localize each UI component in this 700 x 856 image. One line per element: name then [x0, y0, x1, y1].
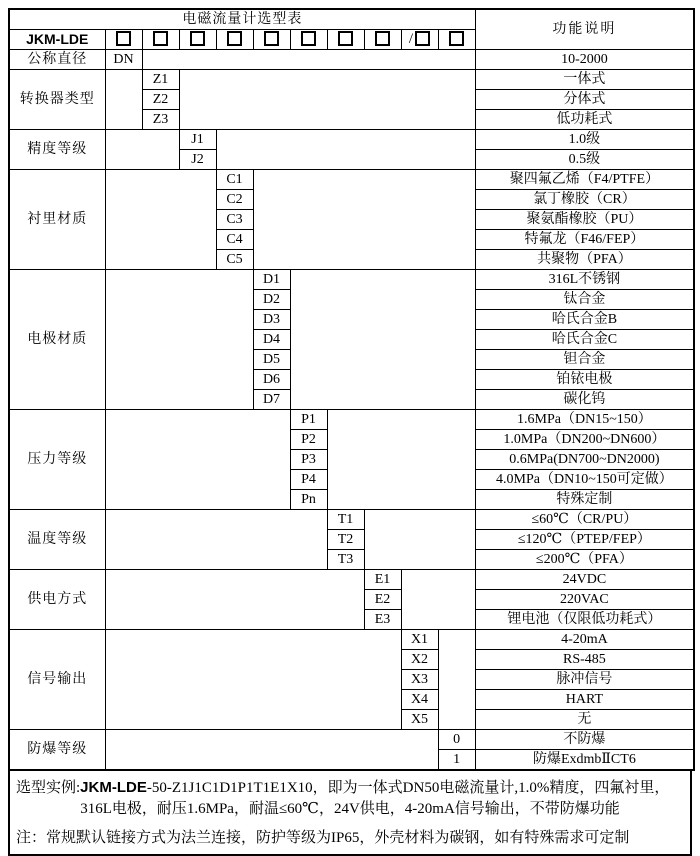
desc-cell: HART	[475, 690, 694, 710]
desc-cell: 10-2000	[475, 50, 694, 70]
desc-cell: 1.0MPa（DN200~DN600）	[475, 430, 694, 450]
code-cell: Z1	[142, 70, 179, 90]
empty-cell	[290, 270, 475, 410]
category-label-converter: 转换器类型	[9, 70, 105, 130]
empty-cell	[438, 630, 475, 730]
desc-cell: 聚四氟乙烯（F4/PTFE）	[475, 170, 694, 190]
code-cell: D3	[253, 310, 290, 330]
code-cell: X5	[401, 710, 438, 730]
empty-cell	[216, 130, 475, 170]
code-cell: X2	[401, 650, 438, 670]
code-cell: X3	[401, 670, 438, 690]
desc-cell: 锂电池（仅限低功耗式）	[475, 610, 694, 630]
code-cell: Z2	[142, 90, 179, 110]
category-label-accuracy: 精度等级	[9, 130, 105, 170]
desc-cell: 低功耗式	[475, 110, 694, 130]
category-label-diameter: 公称直径	[9, 50, 105, 70]
slash-separator: /	[408, 31, 414, 48]
desc-cell: 24VDC	[475, 570, 694, 590]
desc-cell: 聚氨酯橡胶（PU）	[475, 210, 694, 230]
model-box-cell-10	[438, 30, 475, 50]
example-line-1	[14, 777, 686, 799]
category-label-explosion: 防爆等级	[9, 730, 105, 771]
checkbox-icon[interactable]	[227, 31, 242, 46]
desc-cell: ≤120℃（PTEP/FEP）	[475, 530, 694, 550]
code-cell: T3	[327, 550, 364, 570]
empty-cell	[105, 70, 142, 130]
empty-cell	[105, 130, 179, 170]
desc-cell: 钽合金	[475, 350, 694, 370]
model-box-cell-1	[105, 30, 142, 50]
empty-cell	[401, 570, 475, 630]
desc-cell: 钛合金	[475, 290, 694, 310]
code-cell: D6	[253, 370, 290, 390]
model-box-cell-7	[327, 30, 364, 50]
example-line-2: 316L电极，耐压1.6MPa，耐温≤60℃，24V供电，4-20mA信号输出，不带防爆功能	[80, 801, 620, 817]
code-cell: P4	[290, 470, 327, 490]
desc-cell: ≤200℃（PFA）	[475, 550, 694, 570]
checkbox-icon[interactable]	[449, 31, 464, 46]
code-cell: E1	[364, 570, 401, 590]
checkbox-icon[interactable]	[375, 31, 390, 46]
desc-cell: 共聚物（PFA）	[475, 250, 694, 270]
code-cell: X4	[401, 690, 438, 710]
empty-cell	[253, 170, 475, 270]
desc-cell: 特殊定制	[475, 490, 694, 510]
checkbox-icon[interactable]	[264, 31, 279, 46]
model-box-cell-5	[253, 30, 290, 50]
code-cell: D5	[253, 350, 290, 370]
desc-cell: 铂铱电极	[475, 370, 694, 390]
empty-cell	[105, 410, 290, 510]
empty-cell	[327, 410, 475, 510]
note-text: 注：常规默认链接方式为法兰连接，防护等级为IP65，外壳材料为碳钢，如有特殊需求可定制	[16, 830, 630, 846]
code-cell: T1	[327, 510, 364, 530]
code-cell: P2	[290, 430, 327, 450]
desc-cell: 1.6MPa（DN15~150）	[475, 410, 694, 430]
empty-cell	[364, 510, 475, 570]
category-label-temperature: 温度等级	[9, 510, 105, 570]
code-cell: C2	[216, 190, 253, 210]
desc-cell: 0.6MPa(DN700~DN2000)	[475, 450, 694, 470]
desc-cell: 一体式	[475, 70, 694, 90]
code-cell: P1	[290, 410, 327, 430]
checkbox-icon[interactable]	[415, 31, 430, 46]
page-title: 电磁流量计选型表	[9, 9, 475, 30]
code-cell: D2	[253, 290, 290, 310]
desc-cell: 氯丁橡胶（CR）	[475, 190, 694, 210]
code-cell: C1	[216, 170, 253, 190]
empty-cell	[105, 270, 253, 410]
code-cell: D4	[253, 330, 290, 350]
empty-cell	[179, 70, 475, 130]
code-cell: D7	[253, 390, 290, 410]
desc-cell: 特氟龙（F46/FEP）	[475, 230, 694, 250]
desc-cell: 4.0MPa（DN10~150可定做）	[475, 470, 694, 490]
model-box-cell-4	[216, 30, 253, 50]
desc-cell: 哈氏合金C	[475, 330, 694, 350]
code-cell: E3	[364, 610, 401, 630]
function-header: 功能说明	[475, 9, 694, 50]
code-cell: Pn	[290, 490, 327, 510]
desc-cell: 防爆ExdmbⅡCT6	[475, 750, 694, 771]
example-prefix: 选型实例:	[16, 780, 81, 796]
category-label-lining: 衬里材质	[9, 170, 105, 270]
code-cell: Z3	[142, 110, 179, 130]
code-cell: X1	[401, 630, 438, 650]
code-cell: C3	[216, 210, 253, 230]
code-cell: J2	[179, 150, 216, 170]
checkbox-icon[interactable]	[301, 31, 316, 46]
code-cell: E2	[364, 590, 401, 610]
code-cell: C5	[216, 250, 253, 270]
model-box-cell-6	[290, 30, 327, 50]
desc-cell: 不防爆	[475, 730, 694, 750]
desc-cell: 316L不锈钢	[475, 270, 694, 290]
code-cell: 1	[438, 750, 475, 771]
empty-cell	[105, 630, 401, 730]
checkbox-icon[interactable]	[338, 31, 353, 46]
selection-table	[8, 8, 695, 771]
empty-cell	[142, 50, 475, 70]
model-box-cell-9	[401, 30, 438, 50]
model-box-cell-2	[142, 30, 179, 50]
desc-cell: 碳化钨	[475, 390, 694, 410]
model-box-cell-3	[179, 30, 216, 50]
desc-cell: 无	[475, 710, 694, 730]
desc-cell: 哈氏合金B	[475, 310, 694, 330]
code-cell: DN	[105, 50, 142, 70]
example-model-code: JKM-LDE	[80, 779, 147, 796]
desc-cell: 1.0级	[475, 130, 694, 150]
desc-cell: ≤60℃（CR/PU）	[475, 510, 694, 530]
desc-cell: 220VAC	[475, 590, 694, 610]
empty-cell	[105, 170, 216, 270]
category-label-electrode: 电极材质	[9, 270, 105, 410]
category-label-pressure: 压力等级	[9, 410, 105, 510]
desc-cell: 脉冲信号	[475, 670, 694, 690]
code-cell: C4	[216, 230, 253, 250]
category-label-signal: 信号输出	[9, 630, 105, 730]
checkbox-icon[interactable]	[116, 31, 131, 46]
empty-cell	[105, 730, 438, 771]
model-box-cell-8	[364, 30, 401, 50]
desc-cell: 0.5级	[475, 150, 694, 170]
desc-cell: 4-20mA	[475, 630, 694, 650]
category-label-power: 供电方式	[9, 570, 105, 630]
bottom-notes	[8, 771, 692, 856]
model-prefix: JKM-LDE	[9, 30, 105, 50]
checkbox-icon[interactable]	[153, 31, 168, 46]
desc-cell: RS-485	[475, 650, 694, 670]
code-cell: D1	[253, 270, 290, 290]
desc-cell: 分体式	[475, 90, 694, 110]
code-cell: J1	[179, 130, 216, 150]
checkbox-icon[interactable]	[190, 31, 205, 46]
empty-cell	[105, 570, 364, 630]
code-cell: 0	[438, 730, 475, 750]
example-line1-rest: -50-Z1J1C1D1P1T1E1X10，即为一体式DN50电磁流量计,1.0%精度，四氟衬里，	[146, 780, 670, 796]
code-cell: T2	[327, 530, 364, 550]
code-cell: P3	[290, 450, 327, 470]
empty-cell	[105, 510, 327, 570]
